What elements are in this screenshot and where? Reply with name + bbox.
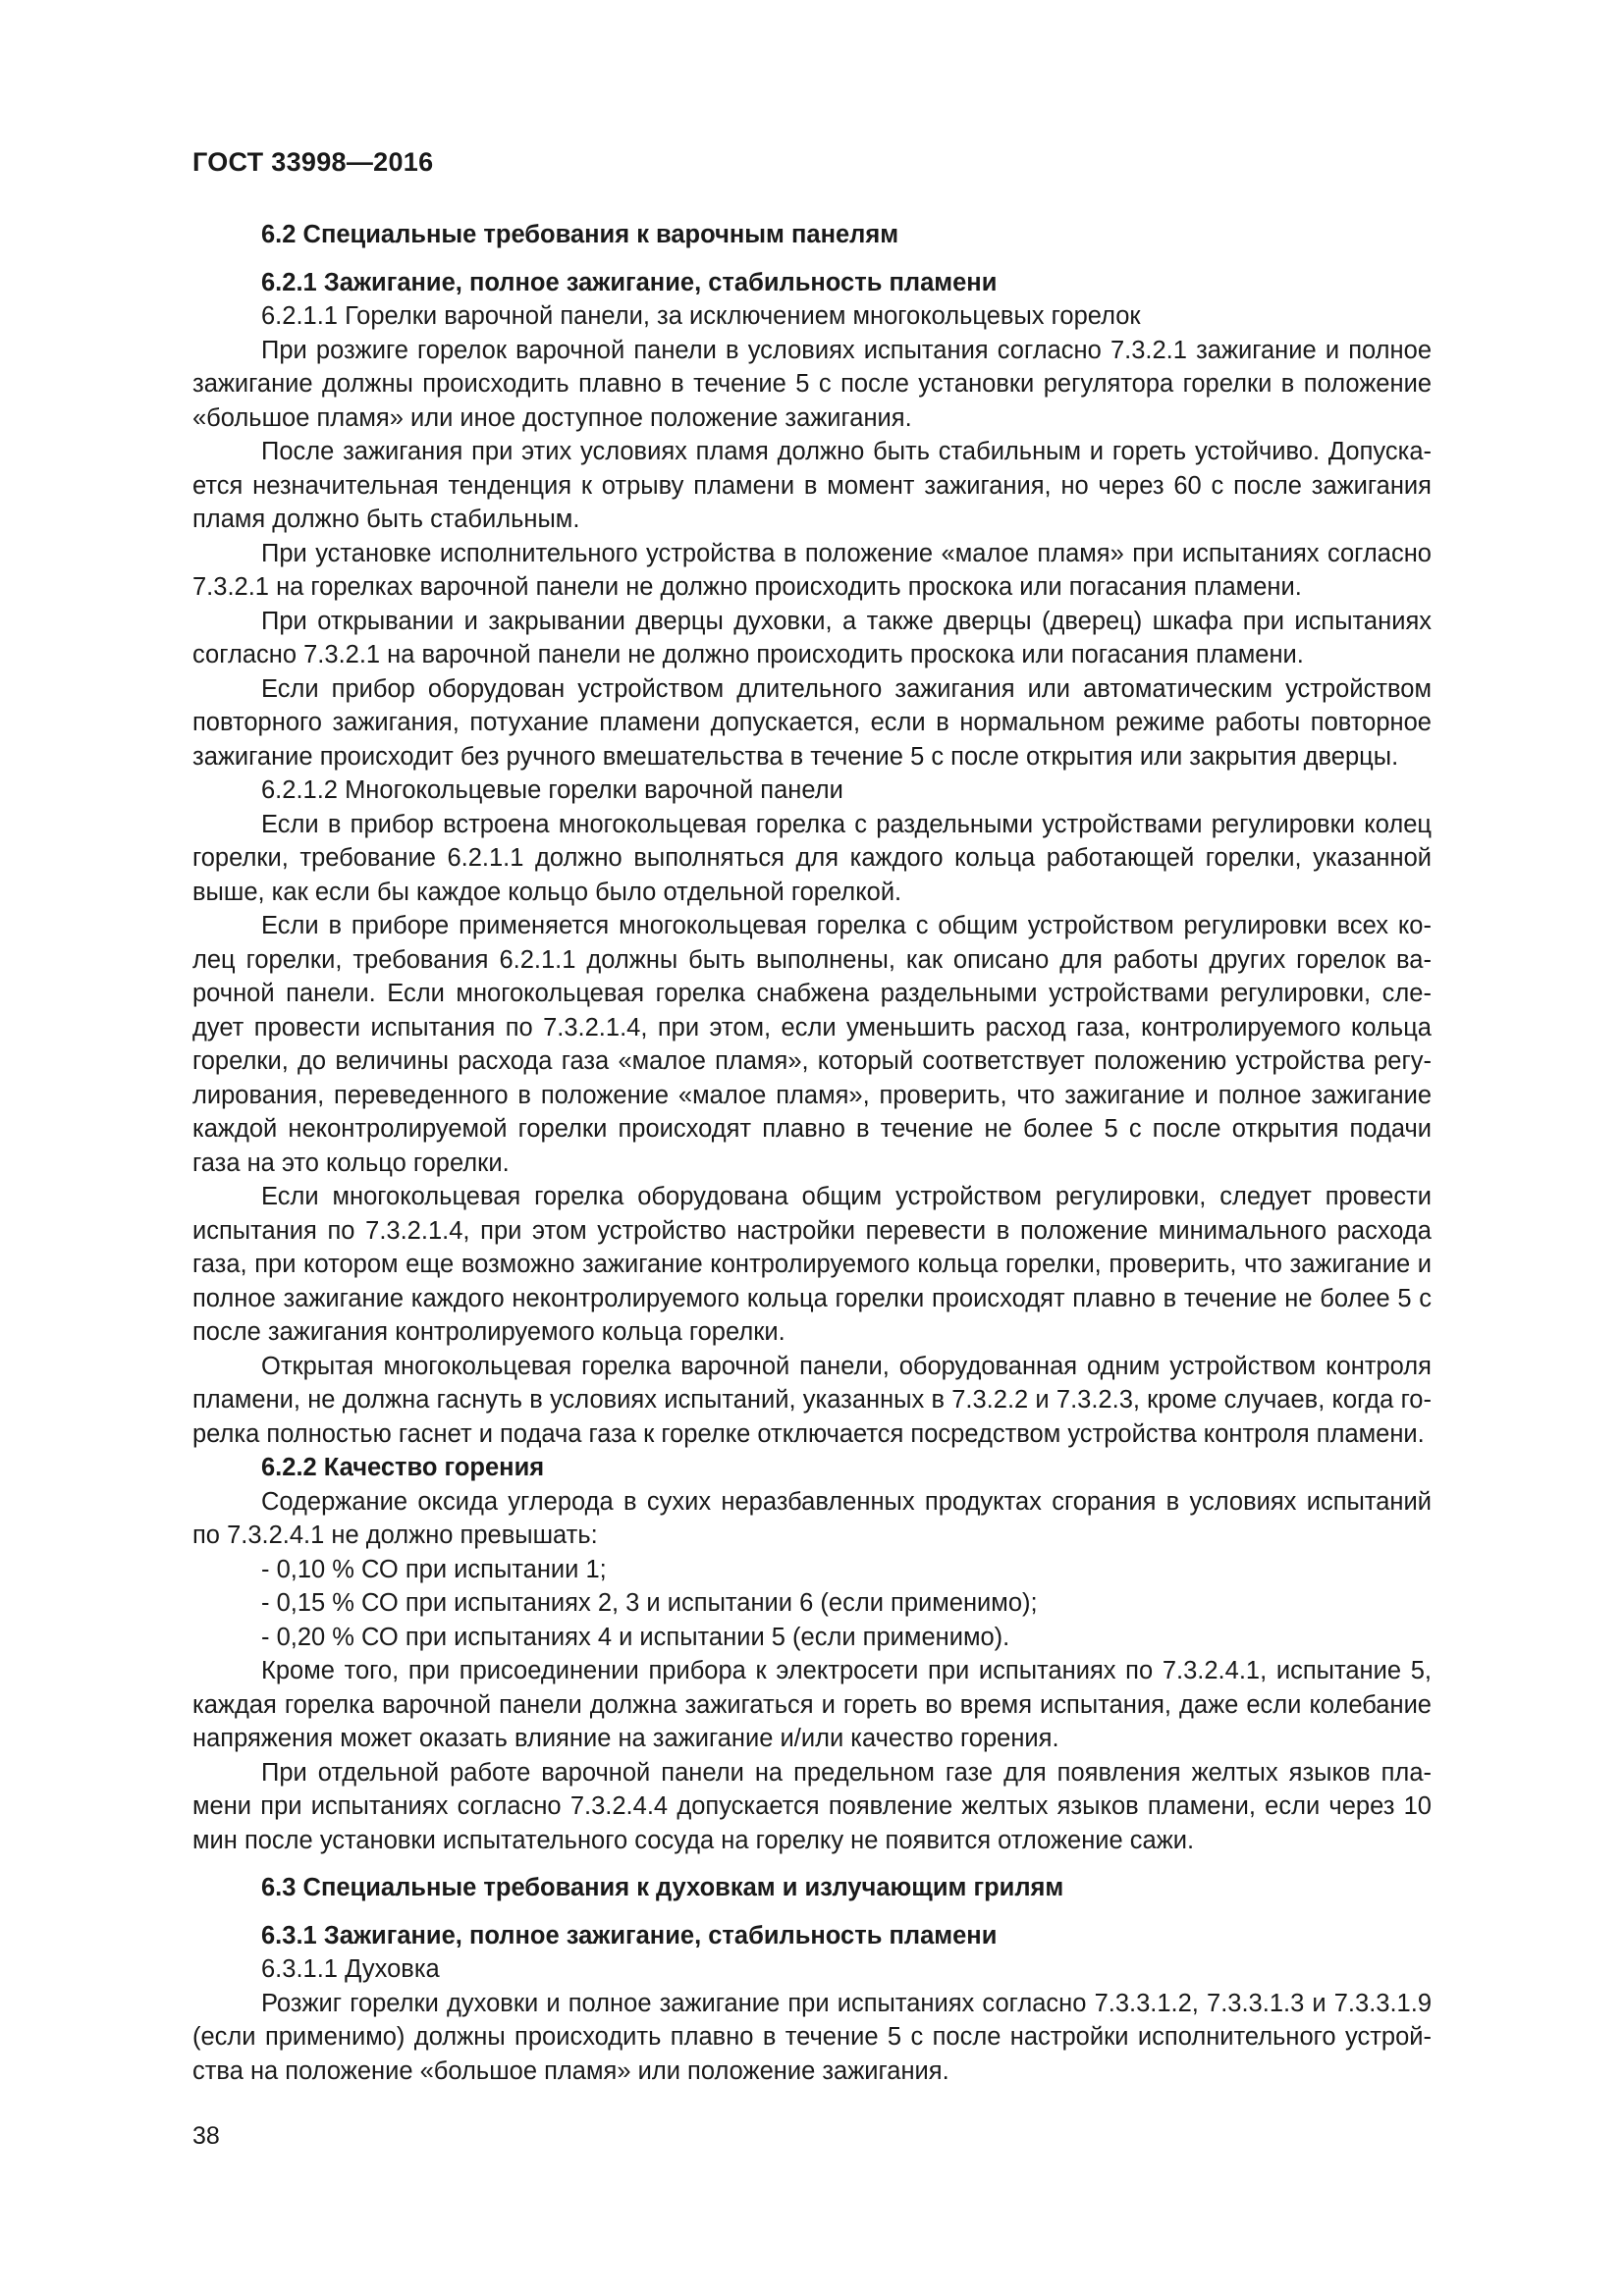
subsection-heading-6-3-1: 6.3.1 Зажигание, полное зажигание, стабильность пламени	[261, 1921, 998, 1949]
paragraph: После зажигания при этих условиях пламя должно быть стабильным и гореть устойчиво. Допускается незначительная тенденция к отрыву пламени в момент зажигания, но через 60 с после зажигания пламя должно быть стабильным.	[192, 438, 1432, 533]
paragraph: При установке исполнительного устройства в положение «малое пламя» при испытаниях согласно 7.3.2.1 на горелках варочной панели не должно происходить проскока или погасания пламени.	[192, 539, 1432, 601]
page-number: 38	[192, 2122, 220, 2150]
paragraph: Содержание оксида углерода в сухих неразбавленных продуктах сгорания в условиях испытаний по 7.3.2.4.1 не должно превышать:	[192, 1487, 1432, 1549]
subsection-heading-6-2-1: 6.2.1 Зажигание, полное зажигание, стабильность пламени	[261, 268, 998, 296]
paragraph: Открытая многокольцевая горелка варочной панели, оборудованная одним устройством контроля пламени, не должна гаснуть в условиях испытаний, указанных в 7.3.2.2 и 7.3.2.3, кроме случаев, когда горелка полностью гаснет и подача газа к горелке отключается посредством устройства контроля пламени.	[192, 1352, 1432, 1448]
document-body	[192, 218, 1432, 2088]
paragraph: При отдельной работе варочной панели на предельном газе для появления желтых языков пламени при испытаниях согласно 7.3.2.4.4 допускается появление желтых языков пламени, если через 10 мин после установки испытательного сосуда на горелку не появится отложение сажи.	[192, 1758, 1432, 1854]
paragraph: При открывании и закрывании дверцы духовки, а также дверцы (дверец) шкафа при испытаниях согласно 7.3.2.1 на варочной панели не должно происходить проскока или погасания пламени.	[192, 607, 1432, 668]
section-heading-6-2: 6.2 Специальные требования к варочным панелям	[261, 221, 899, 248]
paragraph: Кроме того, при присоединении прибора к электросети при испытаниях по 7.3.2.4.1, испытание 5, каждая горелка варочной панели должна зажигаться и гореть во время испытания, даже если колебание напряжения может оказать влияние на зажигание и/или качество горения.	[192, 1657, 1432, 1752]
paragraph: 6.2.1.1 Горелки варочной панели, за исключением многокольцевых горелок	[261, 302, 1141, 330]
paragraph: Если в прибор встроена многокольцевая горелка с раздельными устройствами регулировки колец горелки, требование 6.2.1.1 должно выполняться для каждого кольца работающей горелки, указанной выше, как если бы каждое кольцо было отдельной горелкой.	[192, 810, 1432, 906]
paragraph: 6.2.1.2 Многокольцевые горелки варочной панели	[261, 776, 843, 804]
paragraph: Розжиг горелки духовки и полное зажигание при испытаниях согласно 7.3.3.1.2, 7.3.3.1.3 и 7.3.3.1.9 (если применимо) должны происходить плавно в течение 5 с после настройки исполнительного устройства на положение «большое пламя» или положение зажигания.	[192, 1989, 1432, 2085]
paragraph: Если прибор оборудован устройством длительного зажигания или автоматическим устройством повторного зажигания, потухание пламени допускается, если в нормальном режиме работы повторное зажигание происходит без ручного вмешательства в течение 5 с после открытия или закрытия дверцы.	[192, 674, 1432, 771]
paragraph: Если в приборе применяется многокольцевая горелка с общим устройством регулировки всех колец горелки, требования 6.2.1.1 должны быть выполнены, как описано для работы других горелок варочной панели. Если многокольцевая горелка снабжена раздельными устройствами регулировки, следует провести испытания по 7.3.2.1.4, при этом, если уменьшить расход газа, контролируемого кольца горелки, до величины расхода газа «малое пламя», который соответствует положению устройства регулирования, переведенного в положение «малое пламя», проверить, что зажигание и полное зажигание каждой неконтролируемой горелки происходят плавно в течение не более 5 с после открытия подачи газа на это кольцо горелки.	[192, 912, 1432, 1177]
section-heading-6-3: 6.3 Специальные требования к духовкам и излучающим грилям	[261, 1874, 1064, 1901]
subsection-heading-6-2-2: 6.2.2 Качество горения	[261, 1454, 545, 1481]
list-item: - 0,10 % СО при испытании 1;	[261, 1555, 607, 1583]
list-item: - 0,20 % СО при испытаниях 4 и испытании 5 (если применимо).	[261, 1623, 1010, 1651]
paragraph: При розжиге горелок варочной панели в условиях испытания согласно 7.3.2.1 зажигание и полное зажигание должны происходить плавно в течение 5 с после установки регулятора горелки в положение «большое пламя» или иное доступное положение зажигания.	[192, 336, 1432, 432]
list-item: - 0,15 % СО при испытаниях 2, 3 и испытании 6 (если применимо);	[261, 1589, 1038, 1617]
document-header: ГОСТ 33998—2016	[192, 147, 434, 177]
paragraph: 6.3.1.1 Духовка	[261, 1955, 440, 1983]
paragraph: Если многокольцевая горелка оборудована общим устройством регулировки, следует провести испытания по 7.3.2.1.4, при этом устройство настройки перевести в положение минимального расхода газа, при котором еще возможно зажигание контролируемого кольца горелки, проверить, что зажигание и полное зажигание каждого неконтролируемого кольца горелки происходят плавно в течение не более 5 с после зажигания контролируемого кольца горелки.	[192, 1183, 1432, 1346]
